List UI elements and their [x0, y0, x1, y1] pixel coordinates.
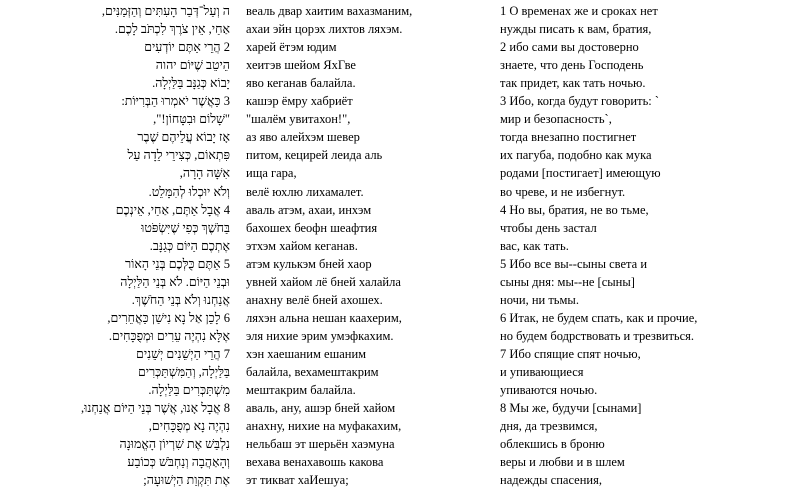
russian-line: ночи, ни тьмы.: [500, 292, 579, 307]
hebrew-line: וְהָאַהֲבָה וְנַחְבֹּשׁ כְּכוֹבַע: [127, 455, 230, 470]
transliteration-line: балайла, вехамештакрим: [246, 365, 379, 379]
text-row: [0, 163, 800, 183]
russian-line: 4 Но вы, братия, не во тьме,: [500, 202, 649, 217]
text-row: [0, 91, 800, 111]
text-row: [0, 200, 800, 220]
russian-line: родами [постигает] имеющую: [500, 166, 661, 181]
transliteration-line: велё юхлю лихамалет.: [246, 184, 364, 199]
russian-line: их пагуба, подобно как мука: [500, 148, 652, 163]
text-row: [0, 218, 800, 238]
russian-line: чтобы день застал: [500, 220, 597, 235]
hebrew-line: אִשָּׁה הָרָה,: [179, 166, 230, 181]
russian-line: 5 Ибо все вы--сыны света и: [500, 256, 648, 271]
transliteration-line: питом, кецирей леида аль: [246, 148, 383, 163]
text-row: [0, 254, 800, 274]
hebrew-line: אֶת תִּקְוַת הַיְשׁוּעָה;: [143, 473, 230, 487]
text-row: [0, 470, 800, 487]
transliteration-line: аваль, ану, ашэр бней хайом: [246, 401, 396, 416]
text-row: [0, 127, 800, 147]
russian-line: мир и безопасность`,: [500, 112, 612, 127]
text-row: [0, 19, 800, 39]
text-row: [0, 452, 800, 472]
transliteration-line: яво кеганав балайла.: [246, 76, 356, 91]
text-row: [0, 55, 800, 75]
text-row: [0, 290, 800, 310]
text-row: [0, 434, 800, 454]
text-row: [0, 362, 800, 382]
hebrew-line: 4 אֲבָל אַתֶּם, אַחַי, אֵינְכֶם: [115, 202, 230, 217]
transliteration-line: анахну велё бней ахошех.: [246, 292, 383, 307]
transliteration-line: вехава венахавошь какова: [246, 455, 384, 470]
hebrew-line: וְלֹא יוּכְלוּ לְהִמָּלֵט.: [148, 184, 230, 199]
hebrew-line: אַחַי, אֵין צֹרֶךְ לִכְתֹּב לָכֶם.: [114, 22, 230, 37]
text-row: [0, 37, 800, 57]
transliteration-line: ахаи эйн цорэх лихтов ляхэм.: [246, 22, 403, 37]
transliteration-line: атэм кулькэм бней хаор: [246, 256, 372, 271]
russian-line: 2 ибо сами вы достоверно: [500, 40, 639, 55]
text-row: [0, 272, 800, 292]
russian-line: нужды писать к вам, братия,: [500, 22, 652, 37]
transliteration-line: хэн хаешаним ешаним: [246, 346, 367, 361]
transliteration-line: увней хайом лё бней халайла: [246, 274, 401, 289]
transliteration-line: эт тикват хаИешуа;: [246, 473, 349, 487]
text-row: [0, 326, 800, 346]
russian-line: знаете, что день Господень: [500, 58, 644, 73]
russian-line: надежды спасения,: [500, 473, 602, 487]
hebrew-line: 6 לָכֵן אַל נָא נִישַׁן כַּאֲחֵרִים,: [107, 310, 230, 325]
russian-line: 8 Мы же, будучи [сынами]: [500, 401, 642, 416]
text-row: [0, 109, 800, 129]
hebrew-line: הֵיטֵב שֶׁיּוֹם יהוה: [155, 58, 230, 73]
russian-line: но будем бодрствовать и трезвиться.: [500, 328, 695, 343]
text-row: [0, 73, 800, 93]
transliteration-line: ища гара,: [246, 166, 297, 181]
hebrew-line: אָז יָבוֹא עֲלֵיהֶם שֶׁבֶר: [137, 130, 230, 145]
transliteration-line: аз яво алейхэм шевер: [246, 130, 360, 145]
russian-line: так придет, как тать ночью.: [500, 76, 646, 91]
hebrew-line: וּבְנֵי הַיּוֹם. לֹא בְּנֵי הַלַּיְלָה: [120, 274, 230, 289]
hebrew-line: אֲנַחְנוּ וְלֹא בְּנֵי הַחֹשֶׁךְ.: [131, 292, 230, 307]
text-row: [0, 416, 800, 436]
hebrew-line: ה וְעַל־דְּבַר הָעִתִּים וְהַזְּמַנִּים,: [101, 4, 230, 18]
transliteration-line: нельбаш эт шерьён хаэмуна: [246, 437, 395, 452]
transliteration-line: харей ётэм юдим: [246, 40, 337, 55]
hebrew-line: נִלְבַּשׁ אֶת שִׁרְיוֹן הָאֱמוּנָה: [119, 437, 230, 452]
text-row: [0, 1, 800, 21]
russian-line: тогда внезапно постигнет: [500, 130, 637, 145]
hebrew-line: יָבוֹא כְּגַנָּב בַּלַּיְלָה.: [152, 76, 230, 91]
russian-line: во чреве, и не избегнут.: [500, 184, 626, 199]
text-row: [0, 182, 800, 202]
russian-line: 3 Ибо, когда будут говорить: `: [500, 94, 660, 109]
text-row: [0, 344, 800, 364]
hebrew-line: 2 הֲרֵי אַתֶּם יוֹדְעִים: [144, 40, 230, 55]
transliteration-line: этхэм хайом кеганав.: [246, 238, 358, 253]
hebrew-line: 7 הֲרֵי הַיְשֵׁנִים יְשֵׁנִים: [136, 346, 230, 361]
text-row: [0, 308, 800, 328]
russian-line: и упивающиеся: [500, 365, 584, 379]
russian-line: сыны дня: мы--не [сыны]: [500, 274, 635, 289]
transliteration-line: "шалём увитахон!",: [246, 112, 351, 127]
transliteration-line: бахошех беофн шеафтия: [246, 220, 378, 235]
russian-line: дня, да трезвимся,: [500, 419, 598, 434]
transliteration-line: анахну, нихие на муфакахим,: [246, 419, 402, 434]
russian-line: 7 Ибо спящие спят ночью,: [500, 346, 641, 361]
transliteration-line: кашэр ёмру хабриёт: [246, 94, 353, 109]
text-row: [0, 145, 800, 165]
hebrew-line: "שָׁלוֹם וּבִטָּחוֹן!",: [153, 112, 230, 127]
transliteration-line: хеитэв шейом ЯхГве: [246, 58, 356, 73]
hebrew-line: פִּתְאוֹם, כְּצִירֵי לֵדָה עַל: [127, 148, 230, 163]
hebrew-line: 5 אַתֶּם כֻּלְּכֶם בְּנֵי הָאוֹר: [125, 256, 230, 271]
hebrew-line: אֶלָּא נִהְיֶה עֵרִים וּמְפֻכָּחִים.: [108, 328, 230, 343]
hebrew-line: 8 אֲבָל אָנוּ, אֲשֶׁר בְּנֵי הַיּוֹם אֲנַחְנוּ,: [81, 401, 230, 416]
hebrew-line: נִהְיֶה נָא מְפֻכָּחִים,: [148, 419, 230, 434]
russian-line: 6 Итак, не будем спать, как и прочие,: [500, 310, 698, 325]
hebrew-line: מִשְׁתַּכְּרִים בַּלַּיְלָה.: [148, 383, 230, 398]
transliteration-line: эля нихие эрим умэфкахим.: [246, 328, 394, 343]
transliteration-line: аваль атэм, ахаи, инхэм: [246, 202, 372, 217]
text-row: [0, 398, 800, 418]
transliteration-line: ляхэн альна нешан каахерим,: [246, 310, 402, 325]
russian-line: упиваются ночью.: [500, 383, 598, 398]
russian-line: 1 О временах же и сроках нет: [500, 4, 658, 18]
hebrew-line: 3 כַּאֲשֶׁר יֹאמְרוּ הַבְּרִיּוֹת:: [121, 94, 230, 109]
hebrew-line: בַּלַּיְלָה, וְהַמִּשְׁתַּכְּרִים: [137, 365, 230, 379]
hebrew-line: בַּחֹשֶׁךְ כְּפִי שֶׁיִּשְׂפֹּטוּ: [141, 220, 230, 235]
russian-line: облекшись в броню: [500, 437, 605, 452]
transliteration-line: веаль двар хаитим вахазманим,: [246, 4, 413, 18]
russian-line: веры и любви и в шлем: [500, 455, 625, 470]
transliteration-line: мештакрим балайла.: [246, 383, 356, 398]
text-row: [0, 236, 800, 256]
hebrew-line: אֶתְכֶם הַיּוֹם כְּגַנָּב.: [149, 238, 230, 253]
russian-line: вас, как тать.: [500, 238, 569, 253]
text-row: [0, 380, 800, 400]
